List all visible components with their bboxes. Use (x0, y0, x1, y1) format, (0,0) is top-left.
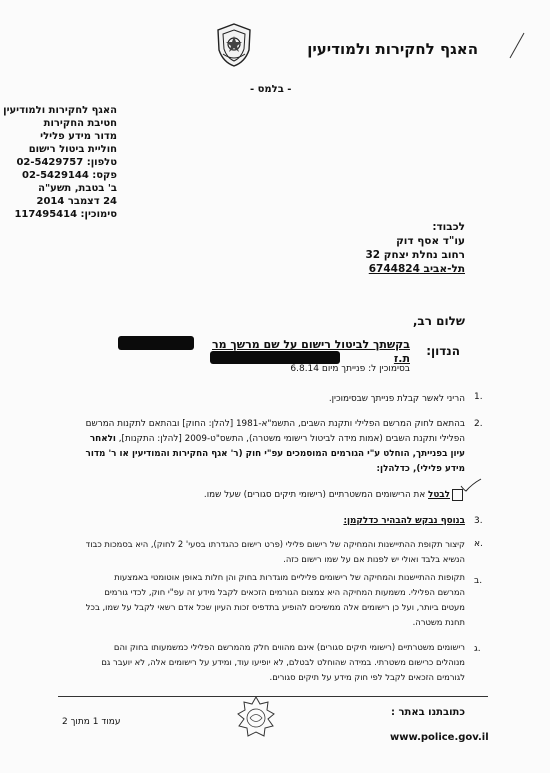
police-emblem-logo (215, 22, 253, 68)
classification-label: - בלמס - (250, 84, 292, 95)
redaction-bar (118, 336, 194, 350)
department-title: האגף לחקירות ולמודיעין (307, 40, 478, 58)
sender-line: האגף לחקירות ולמודיעין (3, 105, 117, 116)
addressee-to-label: לכבוד: (432, 221, 465, 233)
reference-number: סימוכין: 117495414 (14, 209, 117, 220)
item-2-plain: בהתאם לחוק המרשם הפלילי ותקנת השבים, התשמ"א-1981 [להלן: החוק] ובהתאם לתקנות המרשם הפלילי ותקנת השבים (אמות מידה לביטול רישומי משטרה), התשס"ט-2009 [להלן: התקנות], (85, 419, 465, 444)
item-1-text: הריני לאשר קבלת פנייתך שבסימוכין. (328, 394, 465, 404)
subject-label: הנדון: (426, 344, 460, 358)
sub-item-c-text: רישומים משטרתיים (רישומי תיקים סגורים) אינם מהווים חלק מהמרשם הפלילי כמשמעותו בחוק והם מנוהלים כרישום משטרתי. במידה שהוחלט לבטלם, לא יופיעו עוד, ומידע על רישומים אלה, לא יועבר גם לגורמים הזכאים לקבל לפי חוק מידע על תיקים סגורים. (101, 642, 465, 682)
item-number: 1. (474, 392, 483, 402)
item-2-bold: ולאחר עיון בפנייתך, הוחלט ע"י הגורמים המוסמכים עפ"י חוק (ר' אגף החקירות והמודיעין או ר' מדור מידע פלילי), כדלהלן: (85, 434, 465, 474)
subject-line-2: ת.ז (393, 352, 410, 365)
sub-item-letter: ג. (474, 644, 481, 654)
addressee-street: רחוב נחלת יצחק 32 (365, 249, 465, 261)
pen-stroke-mark (508, 30, 528, 60)
addressee-name: עו"ד אסף דוק (396, 235, 465, 247)
sender-line: חטיבת החקירות (43, 118, 117, 129)
sender-line: מדור מידע פלילי (40, 131, 117, 142)
decision-rest: את הרישומים המשטרתיים (רישומי תיקים סגורים) שעל שמו. (203, 490, 429, 500)
handwritten-check-icon (460, 478, 482, 492)
website-label: כתובתנו באתר : (390, 707, 465, 718)
sub-item-a-text: קיצור תקופת ההתיישנות והמחיקה של רישום פלילי (פרט רישום כהגדרתו בסעי' 2 לחוק), היא בסמכות כבוד הנשיא בלבד ואולי יש לפנות אם על שמו רישום כזה. (85, 539, 465, 564)
addressee-city: תל-אביב 6744824 (368, 263, 465, 275)
anniversary-stamp-logo (235, 694, 277, 744)
sub-item-letter: ב. (474, 576, 483, 586)
subject-line-1: בקשתך לביטול רישום על שם מרשך מר (212, 338, 410, 351)
decision-keyword: לבטל (428, 490, 450, 500)
sub-item-b-text: תקופות ההתיישנות והמחיקה של רישומים פליליים מוגדרות בחוק והן חלות באופן אוטומטי באמצעות המרשם הפלילי. משמעות המחיקה היא צמצום הגורמים הזכאים לקבל מידע זה עפ"י חוק, לכדי גורמים מעטים ביותר, ועל כן רישומים אלה ממשיכים להופיע בתדפיס זכות העיון שכל אדם רשאי לקבל על שמו, בכל תחנת משטרה. (85, 572, 465, 627)
gregorian-date: 24 דצמבר 2014 (36, 196, 117, 207)
sender-block (0, 104, 117, 221)
sender-phone: טלפון: 02-5429757 (16, 157, 117, 168)
greeting: שלום רב, (412, 314, 465, 328)
item-number: 3. (474, 516, 483, 526)
page-number: עמוד 1 מתוך 2 (62, 717, 121, 727)
item-3-heading: בנוסף נבקש להבהיר כדלקמן: (343, 516, 465, 526)
sender-line: חוליית ביטול רישום (28, 144, 117, 155)
decision-line (110, 488, 450, 503)
sub-item-letter: א. (474, 539, 483, 549)
redaction-bar (210, 351, 340, 364)
hebrew-date: ב' בטבת, תשע"ה (38, 183, 117, 194)
addressee-block (285, 220, 465, 276)
website-url[interactable]: www.police.gov.il (390, 732, 489, 743)
reference-line: בסימוכין ל: פנייתך מיום 6.8.14 (290, 364, 410, 374)
sender-fax: פקס: 02-5429144 (22, 170, 117, 181)
item-number: 2. (474, 419, 483, 429)
item-2-text (85, 417, 465, 477)
